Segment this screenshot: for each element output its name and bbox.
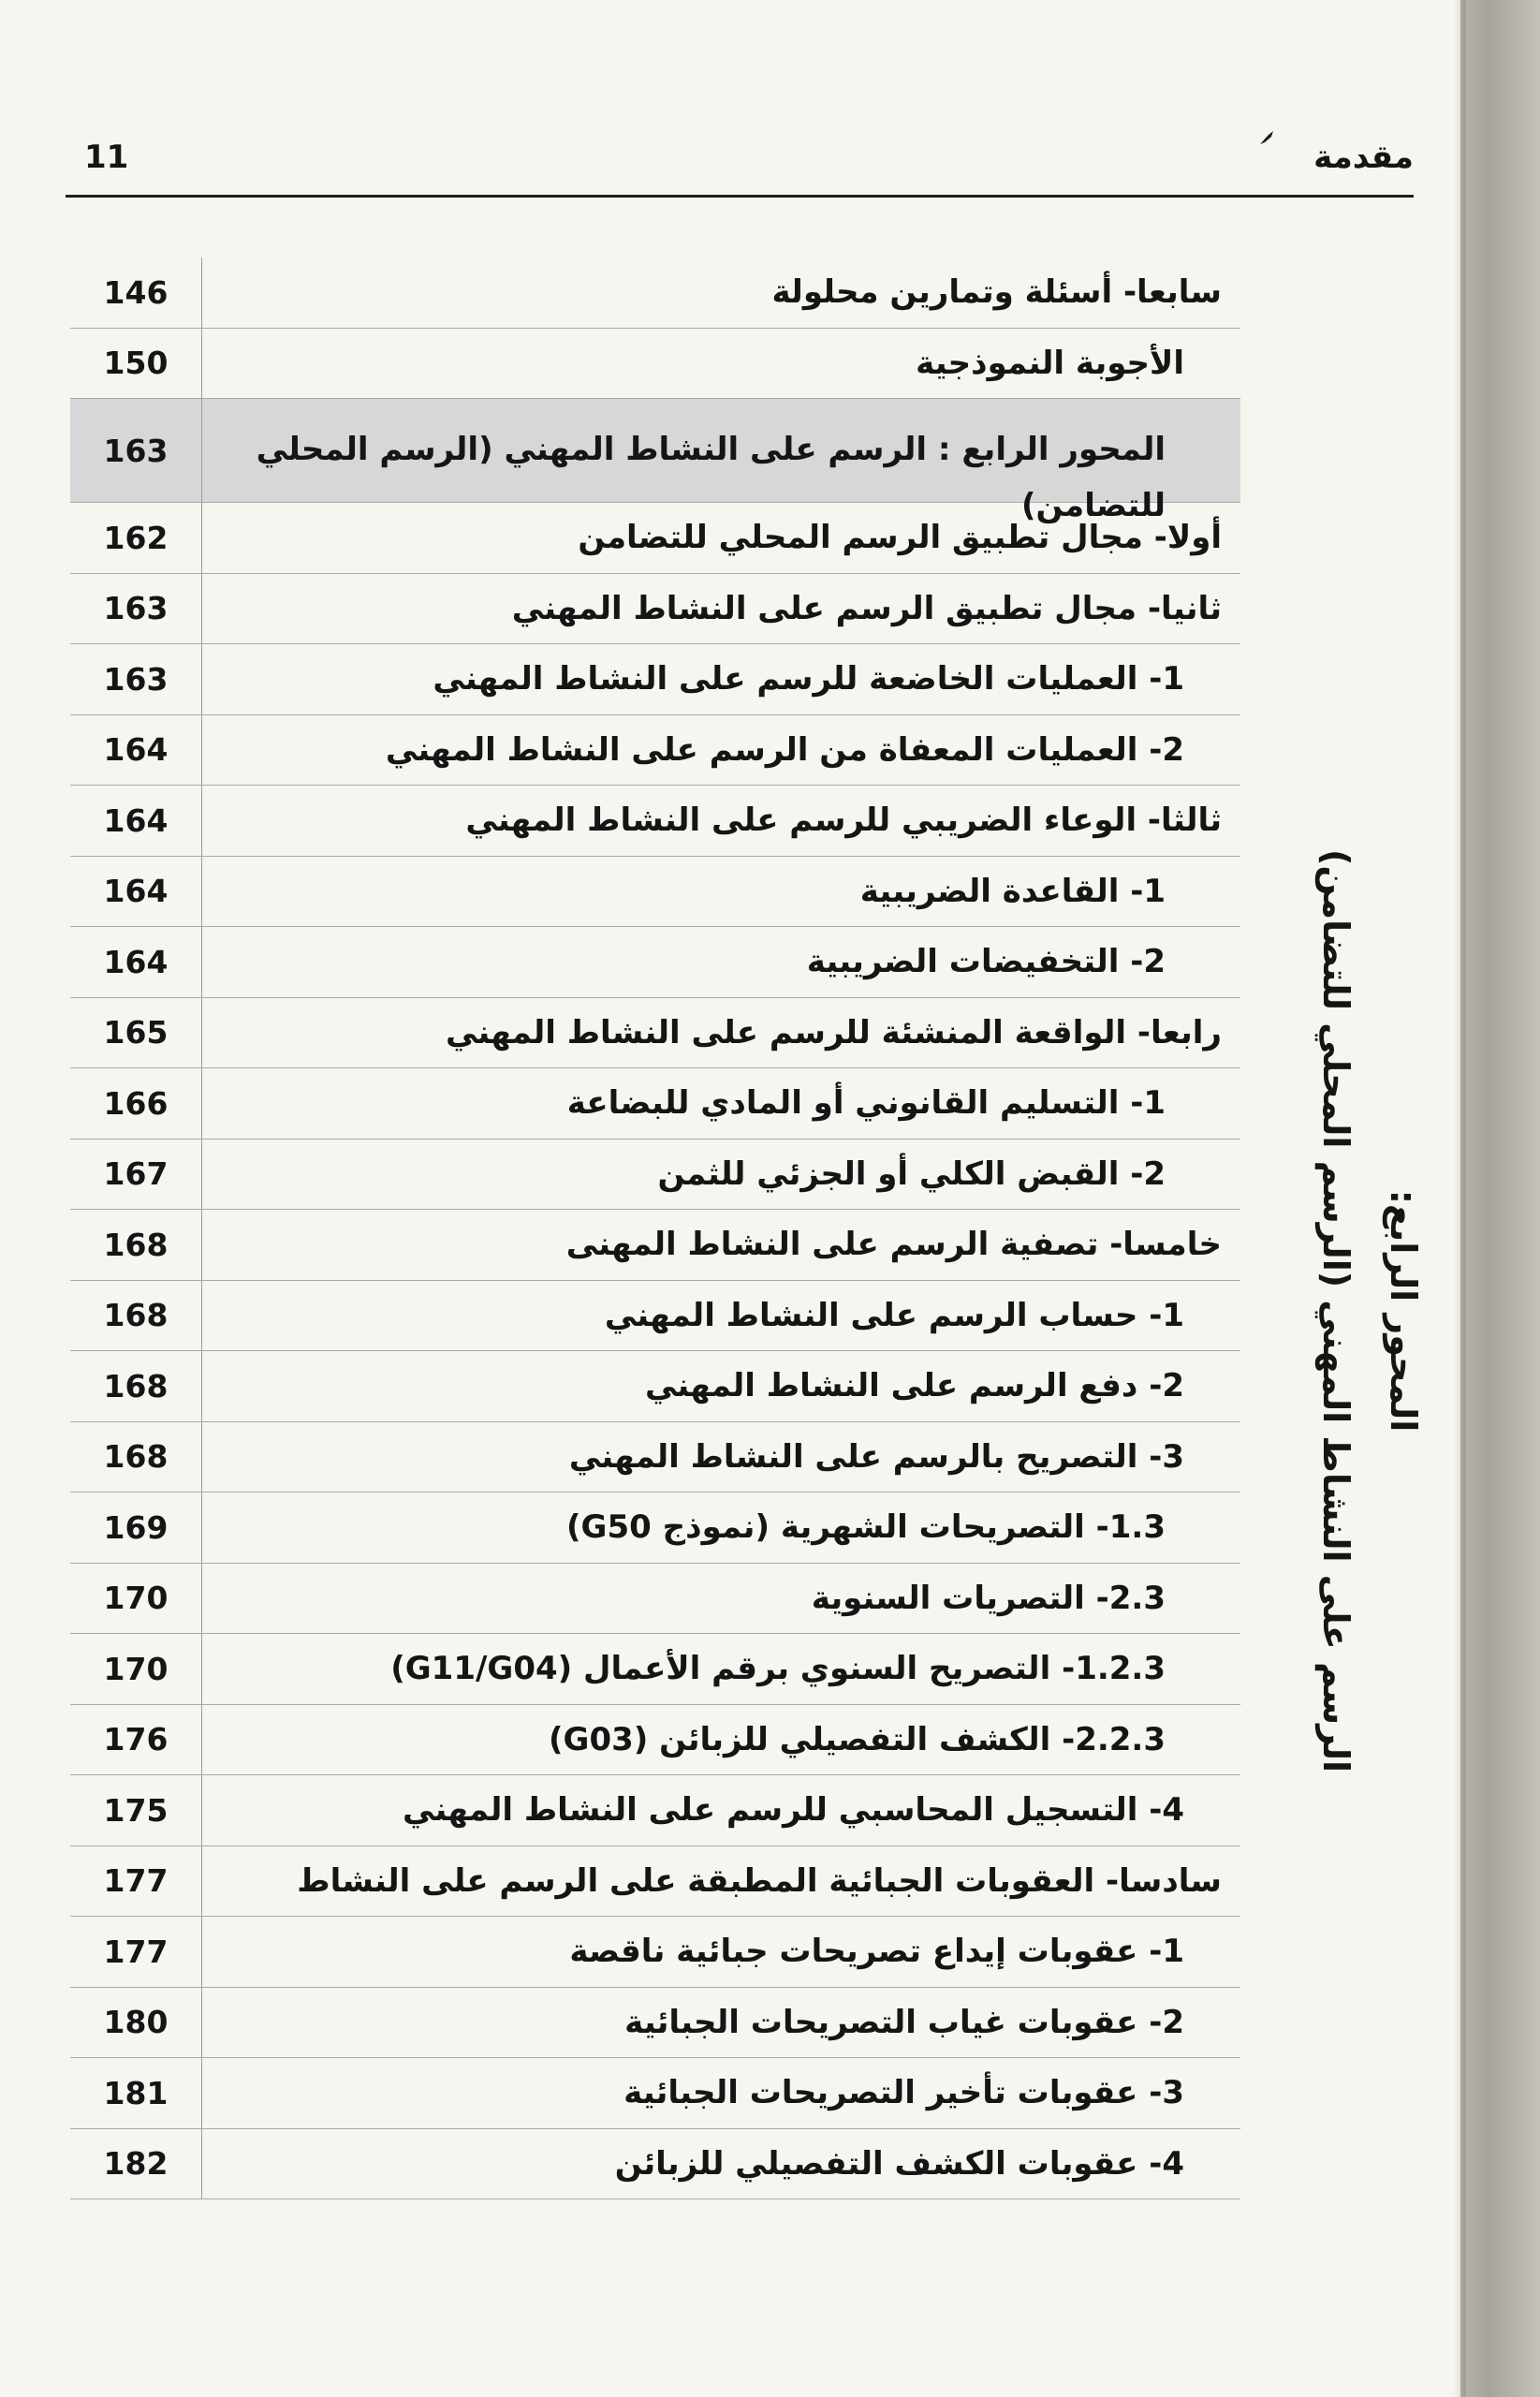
toc-page-number: 170 — [70, 1634, 202, 1704]
toc-row — [70, 1634, 1240, 1705]
toc-entry: 2.3- التصريات السنوية — [811, 1579, 1166, 1617]
toc-row — [70, 2129, 1240, 2200]
toc-entry: 1- القاعدة الضريبية — [859, 872, 1166, 910]
toc-entry: الأجوبة النموذجية — [916, 344, 1184, 382]
toc-row — [70, 857, 1240, 928]
toc-entry: 1- التسليم القانوني أو المادي للبضاعة — [566, 1084, 1166, 1123]
toc-row — [70, 644, 1240, 715]
vertical-label-line1: المحور الرابع: — [1383, 1189, 1424, 1433]
toc-page-number: 169 — [70, 1493, 202, 1563]
toc-page-number: 167 — [70, 1140, 202, 1210]
toc-entry: 4- عقوبات الكشف التفصيلي للزبائن — [614, 2144, 1184, 2183]
toc-row — [70, 329, 1240, 400]
toc-row — [70, 1564, 1240, 1635]
toc-row — [70, 786, 1240, 857]
chapter-title: مقدمة — [1313, 139, 1414, 176]
pen-mark-icon — [1257, 127, 1278, 148]
toc-page-number: 162 — [70, 503, 202, 573]
toc-entry: 3- التصريح بالرسم على النشاط المهني — [568, 1437, 1184, 1476]
toc-entry: 2- العمليات المعفاة من الرسم على النشاط المهني — [385, 730, 1184, 769]
toc-page-number: 150 — [70, 329, 202, 399]
toc-page-number: 166 — [70, 1068, 202, 1139]
toc-page-number: 168 — [70, 1281, 202, 1351]
page-header — [66, 122, 1414, 198]
toc-row — [70, 1846, 1240, 1918]
toc-page-number: 164 — [70, 786, 202, 856]
toc-row — [70, 1281, 1240, 1352]
toc-page-number: 168 — [70, 1351, 202, 1421]
toc-row — [70, 257, 1240, 329]
toc-page-number: 176 — [70, 1705, 202, 1775]
toc-entry: 2- دفع الرسم على النشاط المهني — [645, 1367, 1184, 1405]
vertical-label-text — [1250, 843, 1437, 1779]
toc-entry: 1- عقوبات إيداع تصريحات جبائية ناقصة — [569, 1933, 1184, 1971]
page-gutter-shadow — [1453, 0, 1466, 2397]
vertical-section-label — [1250, 843, 1437, 1779]
table-of-contents — [70, 257, 1240, 2199]
toc-page-number: 163 — [70, 644, 202, 714]
toc-page-number: 164 — [70, 715, 202, 786]
next-page-edge — [1460, 0, 1540, 2397]
toc-page-number: 163 — [70, 399, 202, 502]
toc-page-number: 168 — [70, 1210, 202, 1280]
toc-row — [70, 927, 1240, 998]
toc-row-section-heading — [70, 399, 1240, 524]
toc-entry: ثانيا- مجال تطبيق الرسم على النشاط المهني — [511, 589, 1222, 627]
toc-entry: 3- عقوبات تأخير التصريحات الجبائية — [623, 2074, 1184, 2112]
toc-page-number: 182 — [70, 2129, 202, 2199]
toc-row — [70, 2058, 1240, 2129]
toc-row — [70, 503, 1240, 574]
toc-row — [70, 1068, 1240, 1140]
toc-entry: 1.3- التصريحات الشهرية (نموذج G50) — [566, 1508, 1166, 1547]
toc-row — [70, 1988, 1240, 2059]
toc-entry: 1- حساب الرسم على النشاط المهني — [604, 1296, 1184, 1334]
toc-section-heading: المحور الرابع : الرسم على النشاط المهني (الرسم المحلي للتضامن) — [256, 431, 1166, 524]
toc-row — [70, 998, 1240, 1069]
toc-entry: ثالثا- الوعاء الضريبي للرسم على النشاط المهني — [465, 801, 1222, 840]
toc-page-number: 181 — [70, 2058, 202, 2128]
toc-page-number: 165 — [70, 998, 202, 1068]
toc-entry: سادسا- العقوبات الجبائية المطبقة على الرسم على النشاط — [297, 1861, 1222, 1900]
toc-page-number: 146 — [70, 257, 202, 328]
toc-row — [70, 1493, 1240, 1564]
toc-row — [70, 1210, 1240, 1281]
toc-page-number: 164 — [70, 927, 202, 997]
toc-entry: 2- التخفيضات الضريبية — [806, 943, 1166, 981]
vertical-label-line2: الرسم على النشاط المهني (الرسم المحلي للتضامن) — [1315, 848, 1357, 1773]
toc-entry: سابعا- أسئلة وتمارين محلولة — [771, 273, 1222, 312]
toc-entry: 2- عقوبات غياب التصريحات الجبائية — [624, 2003, 1184, 2041]
toc-entry: أولا- مجال تطبيق الرسم المحلي للتضامن — [578, 519, 1222, 557]
toc-row — [70, 1705, 1240, 1776]
toc-entry: 2.2.3- الكشف التفصيلي للزبائن (G03) — [549, 1720, 1166, 1758]
toc-row — [70, 1351, 1240, 1422]
toc-page-number: 163 — [70, 574, 202, 644]
toc-row — [70, 715, 1240, 787]
page-number: 11 — [84, 139, 129, 176]
toc-row — [70, 574, 1240, 645]
toc-row — [70, 1422, 1240, 1493]
toc-page-number: 175 — [70, 1775, 202, 1846]
toc-page-number: 177 — [70, 1846, 202, 1917]
toc-entry: 4- التسجيل المحاسبي للرسم على النشاط المهني — [403, 1791, 1184, 1830]
toc-page-number: 168 — [70, 1422, 202, 1493]
toc-entry: رابعا- الواقعة المنشئة للرسم على النشاط المهني — [445, 1013, 1222, 1051]
toc-row — [70, 1917, 1240, 1988]
toc-page-number: 164 — [70, 857, 202, 927]
toc-entry: 2- القبض الكلي أو الجزئي للثمن — [657, 1154, 1166, 1193]
toc-row — [70, 1775, 1240, 1846]
toc-entry: خامسا- تصفية الرسم على النشاط المهنى — [565, 1226, 1222, 1264]
toc-page-number: 177 — [70, 1917, 202, 1987]
toc-row — [70, 1140, 1240, 1211]
toc-page-number: 170 — [70, 1564, 202, 1634]
toc-entry: 1- العمليات الخاضعة للرسم على النشاط المهني — [433, 660, 1184, 699]
toc-page-number: 180 — [70, 1988, 202, 2058]
toc-entry: 1.2.3- التصريح السنوي برقم الأعمال (G11/G04) — [390, 1650, 1166, 1688]
